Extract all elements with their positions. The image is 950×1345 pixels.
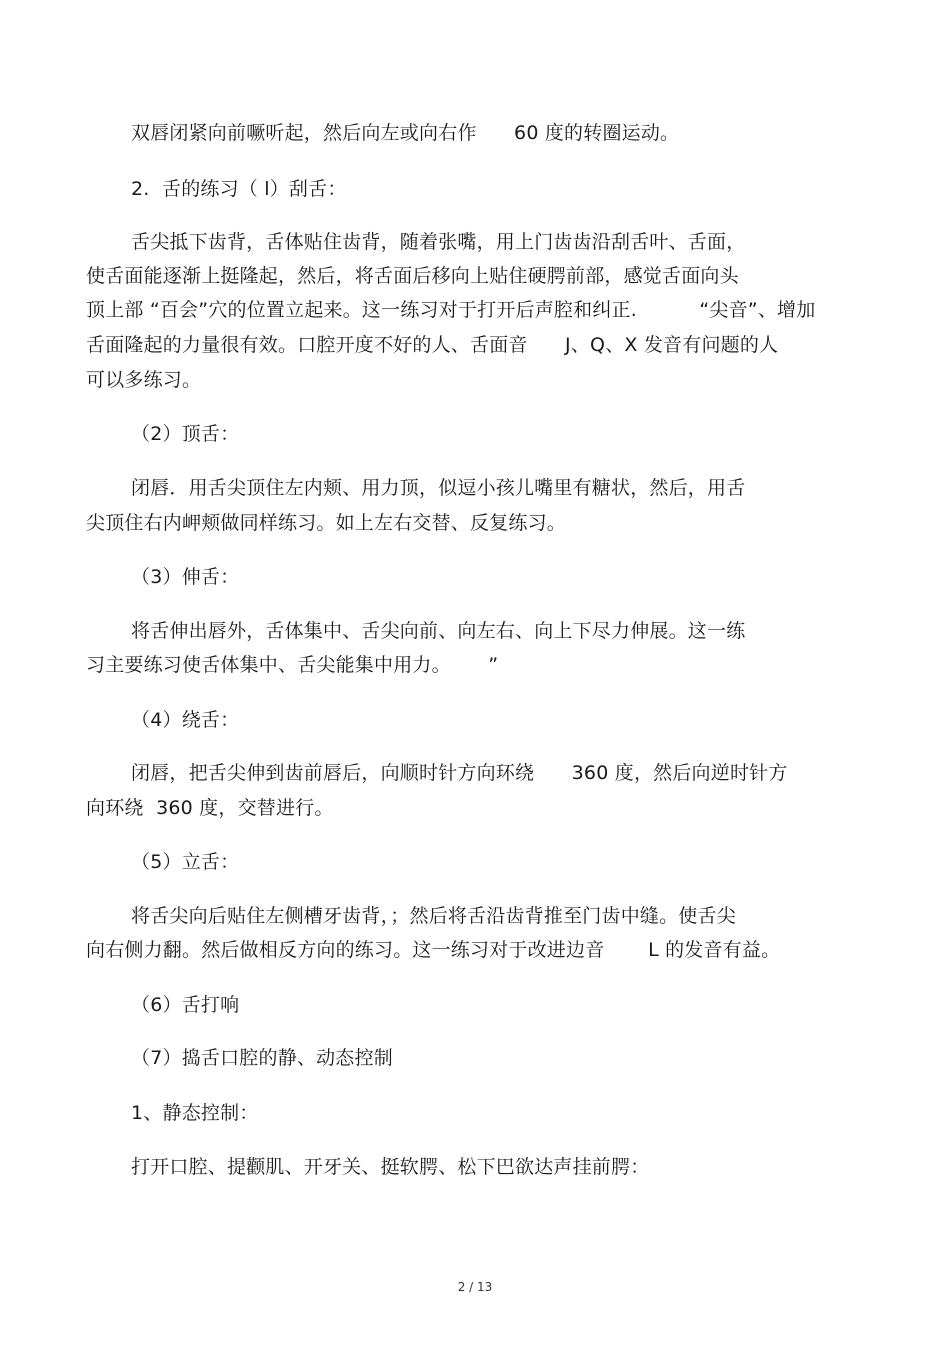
paragraph-line: 双唇闭紧向前噘听起，然后向左或向右作 60 度的转圈运动。	[131, 122, 680, 144]
paragraph-line: 顶上部 “百会”穴的位置立起来。这一练习对于打开后声腔和纠正. “尖音”、增加	[86, 299, 816, 321]
section-heading: （4）绕舌：	[131, 709, 240, 731]
paragraph-line: 闭唇，把舌尖伸到齿前唇后，向顺时针方向环绕 360 度，然后向逆时针方	[131, 762, 788, 784]
paragraph-line: 向环绕 360 度，交替进行。	[86, 797, 334, 819]
section-heading: （3）伸舌：	[131, 566, 240, 588]
section-heading: （7）捣舌口腔的静、动态控制	[131, 1047, 393, 1069]
paragraph-line: 将舌尖向后贴住左侧槽牙齿背，；然后将舌沿齿背推至门齿中缝。使舌尖	[131, 905, 736, 927]
paragraph-line: 舌尖抵下齿背，舌体贴住齿背，随着张嘴，用上门齿齿沿刮舌叶、舌面，	[131, 231, 746, 253]
section-heading: （5）立舌：	[131, 851, 240, 873]
section-heading: （2）顶舌：	[131, 423, 240, 445]
paragraph-line: 将舌伸出唇外，舌体集中、舌尖向前、向左右、向上下尽力伸展。这一练	[131, 620, 746, 642]
section-heading: 2. 舌的练习（ l）刮舌：	[131, 178, 347, 200]
paragraph-line: 尖顶住右内岬颊做同样练习。如上左右交替、反复练习。	[86, 512, 567, 534]
paragraph-line: 使舌面能逐渐上挺隆起，然后，将舌面后移向上贴住硬腭前部，感觉舌面向头	[86, 265, 739, 287]
paragraph-line: 舌面隆起的力量很有效。口腔开度不好的人、舌面音 J、Q、X 发音有问题的人	[86, 334, 779, 356]
paragraph-line: 可以多练习。	[86, 369, 202, 391]
section-heading: 1、静态控制：	[131, 1102, 259, 1124]
paragraph-line: 向右侧力翻。然后做相反方向的练习。这一练习对于改进边音 L 的发音有益。	[86, 939, 781, 961]
page-number: 2 / 13	[457, 1280, 493, 1294]
paragraph-line: 闭唇．用舌尖顶住左内颊、用力顶，似逗小孩儿嘴里有糖状，然后，用舌	[131, 477, 746, 499]
paragraph-line: 打开口腔、提颧肌、开牙关、挺软腭、松下巴欲达声挂前腭：	[131, 1156, 650, 1178]
section-heading: （6）舌打响	[131, 994, 240, 1016]
paragraph-line: 习主要练习使舌体集中、舌尖能集中用力。 ”	[86, 654, 499, 676]
